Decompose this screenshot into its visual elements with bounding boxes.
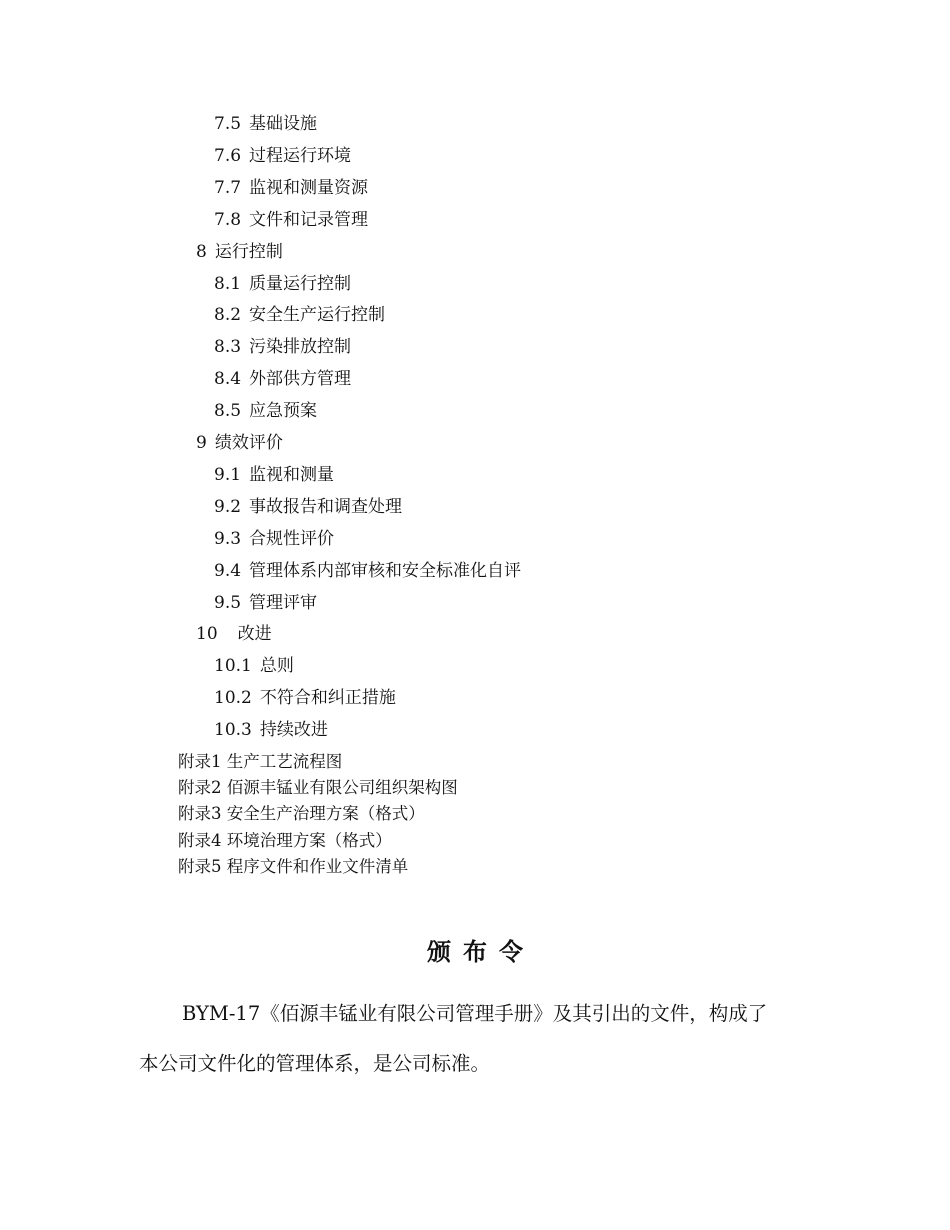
- toc-entry-number: 10: [196, 624, 218, 645]
- toc-entry-number: 8.5: [214, 401, 242, 422]
- appendix-entry: 附录3 安全生产治理方案（格式）: [178, 804, 425, 824]
- toc-entry: [214, 687, 396, 709]
- toc-entry: [214, 145, 351, 167]
- toc-entry-text: 绩效评价: [214, 433, 283, 453]
- toc-entry: [214, 368, 351, 390]
- toc-entry-text: 事故报告和调查处理: [249, 496, 403, 517]
- toc-entry-number: 8: [196, 241, 207, 262]
- toc-entry-number: 7.5: [214, 114, 242, 134]
- toc-entry-number: 8.3: [214, 337, 242, 358]
- toc-entry: [214, 592, 317, 614]
- appendix-entry: 附录5 程序文件和作业文件清单: [178, 856, 409, 876]
- toc-entry: [214, 304, 385, 326]
- toc-entry-text: 质量运行控制: [249, 273, 352, 294]
- toc-entry-number: 7.8: [214, 209, 242, 230]
- toc-entry: [214, 719, 328, 741]
- toc-entry-number: 8.1: [214, 273, 242, 294]
- toc-entry: [214, 464, 334, 486]
- toc-entry: [214, 113, 317, 135]
- decree-paragraph-line-2: 本公司文件化的管理体系，是公司标准。: [139, 1052, 491, 1075]
- toc-entry: [214, 209, 368, 231]
- toc-entry-number: 9.1: [214, 464, 242, 485]
- toc-entry-number: 10.3: [214, 720, 252, 741]
- toc-entry-text: 外部供方管理: [249, 369, 352, 390]
- decree-title: 颁布令: [427, 937, 535, 966]
- toc-entry-number: 9.4: [214, 560, 242, 581]
- toc-entry-text: 管理评审: [249, 592, 318, 613]
- toc-entry-text: 应急预案: [249, 401, 318, 422]
- toc-entry: [196, 241, 283, 263]
- toc-entry-text: 持续改进: [259, 720, 328, 741]
- toc-entry-number: 7.6: [214, 145, 242, 166]
- toc-entry-number: 8.4: [214, 369, 242, 390]
- toc-entry: [214, 528, 334, 550]
- toc-entry-text: 改进: [237, 624, 272, 645]
- appendix-entry: 附录1 生产工艺流程图: [178, 752, 343, 771]
- decree-paragraph-line-1: BYM-17《佰源丰锰业有限公司管理手册》及其引出的文件，构成了: [182, 1002, 768, 1025]
- toc-entry: [214, 336, 351, 358]
- toc-entry-number: 9.5: [214, 592, 242, 613]
- toc-entry-text: 文件和记录管理: [249, 209, 369, 230]
- toc-entry: [196, 432, 283, 454]
- toc-entry-text: 安全生产运行控制: [249, 305, 386, 326]
- toc-entry-text: 污染排放控制: [249, 337, 352, 358]
- toc-entry: [214, 273, 351, 295]
- toc-entry: [214, 560, 521, 582]
- toc-entry-number: 7.7: [214, 177, 242, 198]
- toc-entry-text: 过程运行环境: [249, 145, 352, 166]
- toc-entry-text: 管理体系内部审核和安全标准化自评: [249, 560, 522, 581]
- toc-entry-number: 10.2: [214, 688, 252, 709]
- appendix-entry: 附录4 环境治理方案（格式）: [178, 830, 392, 850]
- toc-entry-number: 10.1: [214, 656, 252, 677]
- toc-entry-text: 监视和测量: [249, 464, 335, 485]
- toc-entry-number: 9.3: [214, 528, 242, 549]
- toc-entry-number: 9: [196, 433, 207, 453]
- toc-entry-text: 监视和测量资源: [249, 177, 369, 198]
- toc-entry: [214, 400, 317, 422]
- toc-entry: [214, 655, 294, 677]
- toc-entry-number: 9.2: [214, 496, 242, 517]
- toc-entry-text: 基础设施: [249, 114, 318, 134]
- toc-entry-text: 总则: [259, 656, 294, 677]
- toc-entry-number: 8.2: [214, 305, 242, 326]
- toc-entry-text: 合规性评价: [249, 528, 335, 549]
- toc-entry: [196, 623, 272, 645]
- appendix-entry: 附录2 佰源丰锰业有限公司组织架构图: [178, 778, 458, 798]
- toc-entry: [214, 177, 368, 199]
- toc-entry-text: 运行控制: [214, 241, 283, 262]
- toc-entry-text: 不符合和纠正措施: [259, 688, 396, 709]
- toc-entry: [214, 496, 402, 518]
